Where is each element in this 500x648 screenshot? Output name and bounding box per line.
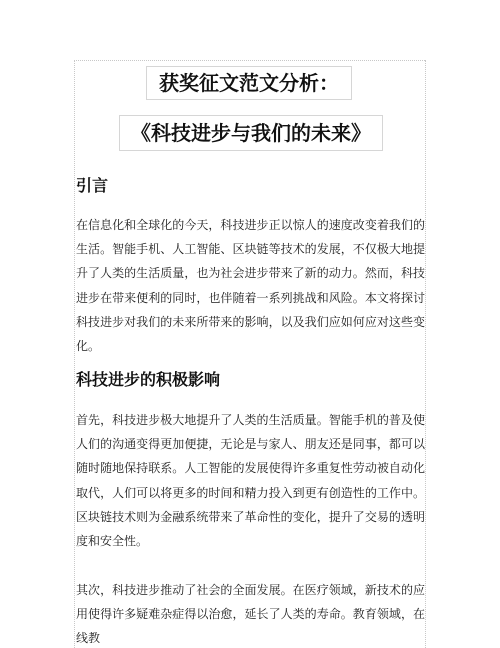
section-heading-introduction: 引言	[76, 176, 109, 195]
document-title-line-2: 《科技进步与我们的未来》	[119, 115, 383, 151]
introduction-paragraph: 在信息化和全球化的今天，科技进步正以惊人的速度改变着我们的生活。智能手机、人工智能、区块链等技术的发展，不仅极大地提升了人类的生活质量，也为社会进步带来了新的动力。然而，科技进步在带来便利的同时，也伴随着一系列挑战和风险。本文将探讨科技进步对我们的未来所带来的影响，以及我们应如何应对这些变化。	[76, 218, 425, 354]
page-frame-right-border	[425, 60, 426, 648]
document-title-line-1: 获奖征文范文分析：	[146, 66, 352, 100]
page-frame-left-border	[74, 60, 75, 648]
positive-impact-paragraph-2: 其次，科技进步推动了社会的全面发展。在医疗领域，新技术的应用使得许多疑难杂症得以治愈，延长了人类的寿命。教育领域，在线教	[76, 583, 425, 646]
section-heading-positive-impact: 科技进步的积极影响	[76, 370, 221, 389]
positive-impact-paragraph-1: 首先，科技进步极大地提升了人类的生活质量。智能手机的普及使人们的沟通变得更加便捷，无论是与家人、朋友还是同事，都可以随时随地保持联系。人工智能的发展使得许多重复性劳动被自动化取代，人们可以将更多的时间和精力投入到更有创造性的工作中。区块链技术则为金融系统带来了革命性的变化，提升了交易的透明度和安全性。	[76, 413, 425, 549]
page-frame-top-border	[74, 60, 425, 61]
